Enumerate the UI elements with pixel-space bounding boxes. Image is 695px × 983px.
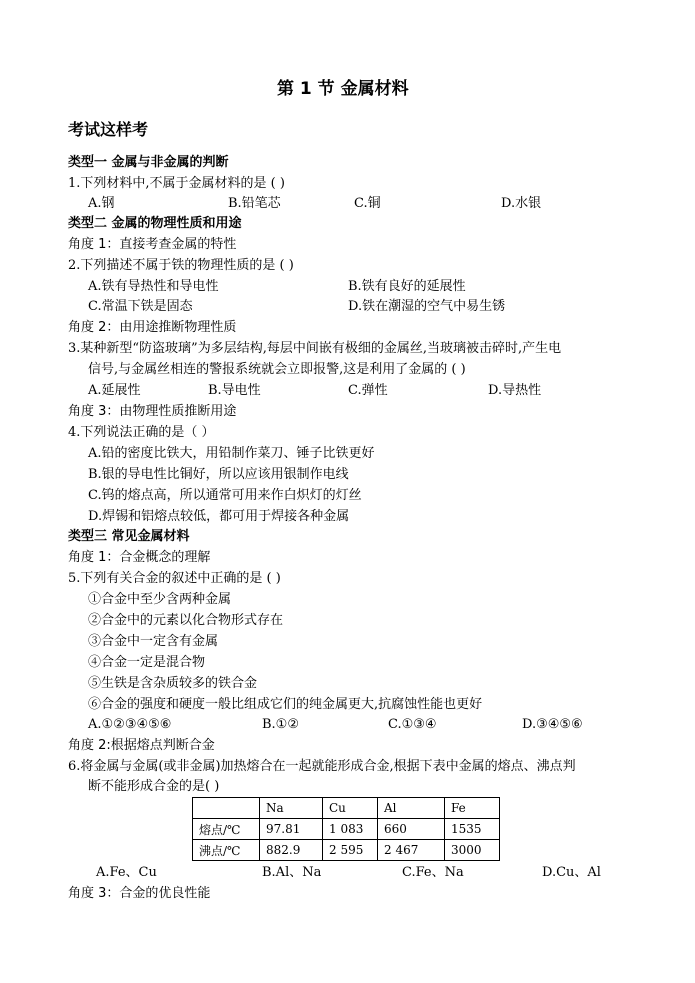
q3-option-a: A.延展性 <box>88 383 141 398</box>
q6-option-c: C.Fe、Na <box>402 865 464 880</box>
question-1-stem: 1.下列材料中,不属于金属材料的是 ( ) <box>68 176 285 191</box>
q5-statement: ②合金中的元素以化合物形式存在 <box>88 613 284 628</box>
angle-heading: 角度 3：合金的优良性能 <box>68 886 211 901</box>
table-cell: 882.9 <box>260 840 323 861</box>
section-heading: 考试这样考 <box>68 120 149 139</box>
angle-heading: 角度 2：由用途推断物理性质 <box>68 320 237 335</box>
q2-option-c: C.常温下铁是固态 <box>88 299 193 314</box>
angle-heading: 角度 1：直接考查金属的特性 <box>68 237 237 252</box>
table-cell: 97.81 <box>260 819 323 840</box>
q3-option-c: C.弹性 <box>348 383 388 398</box>
q5-statement: ①合金中至少含两种金属 <box>88 592 232 607</box>
q4-option-b: B.银的导电性比铜好，所以应该用银制作电线 <box>88 467 349 482</box>
table-cell: Na <box>260 798 323 819</box>
table-cell: Al <box>378 798 445 819</box>
question-4-stem: 4.下列说法正确的是（ ） <box>68 425 215 440</box>
q6-option-d: D.Cu、Al <box>542 865 601 880</box>
type-heading-2: 类型二 金属的物理性质和用途 <box>68 216 242 231</box>
q3-option-d: D.导热性 <box>488 383 542 398</box>
page-title: 第 1 节 金属材料 <box>277 79 409 99</box>
question-2-stem: 2.下列描述不属于铁的物理性质的是 ( ) <box>68 258 294 273</box>
q2-option-d: D.铁在潮湿的空气中易生锈 <box>348 299 506 314</box>
angle-heading: 角度 3：由物理性质推断用途 <box>68 404 237 419</box>
table-row <box>193 840 500 861</box>
angle-heading: 角度 1：合金概念的理解 <box>68 550 211 565</box>
q5-option-a: A.①②③④⑤⑥ <box>88 717 172 732</box>
table-cell: 660 <box>378 819 445 840</box>
q6-option-b: B.Al、Na <box>262 865 322 880</box>
type-heading-3: 类型三 常见金属材料 <box>68 529 190 544</box>
q2-option-a: A.铁有导热性和导电性 <box>88 279 219 294</box>
table-cell: 2 467 <box>378 840 445 861</box>
type-heading-1: 类型一 金属与非金属的判断 <box>68 155 229 170</box>
q3-option-b: B.导电性 <box>208 383 261 398</box>
q4-option-a: A.铅的密度比铁大，用铅制作菜刀、锤子比铁更好 <box>88 446 375 461</box>
table-cell <box>193 798 260 819</box>
question-3-stem: 3.某种新型“防盗玻璃”为多层结构,每层中间嵌有极细的金属丝,当玻璃被击碎时,产生电 <box>68 341 562 356</box>
question-3-stem-cont: 信号,与金属丝相连的警报系统就会立即报警,这是利用了金属的 ( ) <box>88 362 466 377</box>
q2-option-b: B.铁有良好的延展性 <box>348 279 466 294</box>
melting-boiling-point-table <box>192 797 500 861</box>
q5-statement: ⑤生铁是含杂质较多的铁合金 <box>88 676 258 691</box>
table-header-row <box>193 798 500 819</box>
table-cell: 熔点/℃ <box>193 819 260 840</box>
table-cell: Cu <box>323 798 378 819</box>
table-cell: 1535 <box>445 819 500 840</box>
question-5-stem: 5.下列有关合金的叙述中正确的是 ( ) <box>68 571 281 586</box>
q1-option-c: C.铜 <box>354 196 381 211</box>
question-6-stem-cont: 断不能形成合金的是( ) <box>88 779 220 794</box>
table-cell: 1 083 <box>323 819 378 840</box>
q5-statement: ⑥合金的强度和硬度一般比组成它们的纯金属更大,抗腐蚀性能也更好 <box>88 697 483 712</box>
table-cell: Fe <box>445 798 500 819</box>
table-cell: 3000 <box>445 840 500 861</box>
angle-heading: 角度 2:根据熔点判断合金 <box>68 738 215 753</box>
q1-option-b: B.铅笔芯 <box>228 196 281 211</box>
q5-option-d: D.③④⑤⑥ <box>522 717 583 732</box>
q4-option-d: D.焊锡和铝熔点较低，都可用于焊接各种金属 <box>88 509 350 524</box>
q1-option-d: D.水银 <box>501 196 542 211</box>
q4-option-c: C.钨的熔点高，所以通常可用来作白炽灯的灯丝 <box>88 488 362 503</box>
q1-option-a: A.钢 <box>88 196 115 211</box>
q5-option-c: C.①③④ <box>388 717 437 732</box>
question-6-stem: 6.将金属与金属(或非金属)加热熔合在一起就能形成合金,根据下表中金属的熔点、沸点判 <box>68 759 576 774</box>
q6-option-a: A.Fe、Cu <box>96 865 157 880</box>
table-cell: 2 595 <box>323 840 378 861</box>
q5-statement: ③合金中一定含有金属 <box>88 634 219 649</box>
table-row <box>193 819 500 840</box>
table-cell: 沸点/℃ <box>193 840 260 861</box>
q5-statement: ④合金一定是混合物 <box>88 655 206 670</box>
q5-option-b: B.①② <box>262 717 299 732</box>
